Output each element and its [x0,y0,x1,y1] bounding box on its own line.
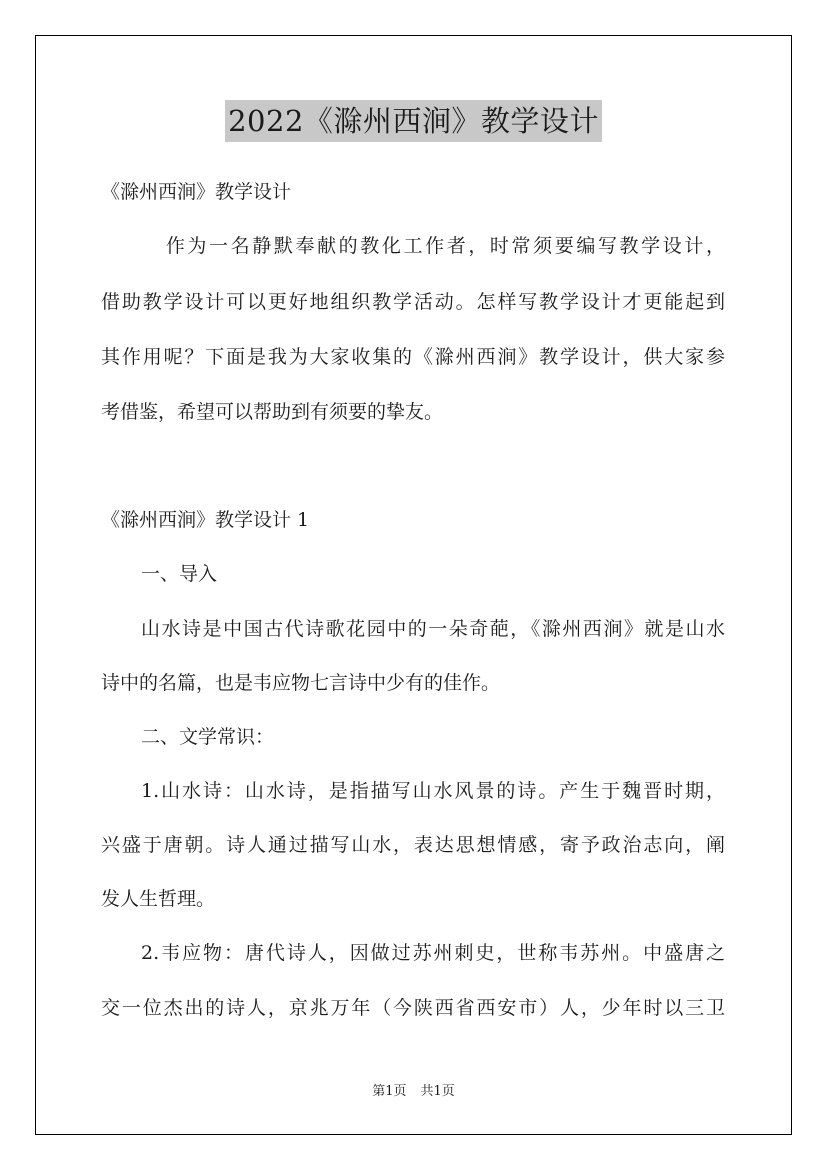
part1-line-1: 山水诗是中国古代诗歌花园中的一朵奇葩，《滁州西涧》就是山水 [141,618,725,640]
page-number-current: 第1页 [372,1084,407,1099]
item2-line-1: 2.韦应物：唐代诗人，因做过苏州刺史，世称韦苏州。中盛唐之 [141,942,725,964]
intro-line-3: 其作用呢？下面是我为大家收集的《滁州西涧》教学设计，供大家参 [101,346,725,368]
item1-line-1: 1.山水诗：山水诗，是指描写山水风景的诗。产生于魏晋时期， [141,780,725,802]
intro-line-4: 考借鉴，希望可以帮助到有须要的挚友。 [101,401,444,423]
section-heading: 《滁州西涧》教学设计 1 [101,509,310,531]
title-container [0,100,827,142]
part1-line-2: 诗中的名篇，也是韦应物七言诗中少有的佳作。 [101,672,501,694]
item1-line-3: 发人生哲理。 [101,888,216,910]
item1-line-2: 兴盛于唐朝。诗人通过描写山水，表达思想情感，寄予政治志向，阐 [101,834,725,856]
part1-heading: 一、导入 [141,563,218,585]
document-subtitle: 《滁州西涧》教学设计 [101,181,292,203]
intro-line-2: 借助教学设计可以更好地组织教学活动。怎样写教学设计才更能起到 [101,291,725,313]
page-footer [0,1083,827,1101]
intro-line-1: 作为一名静默奉献的教化工作者，时常须要编写教学设计， [101,235,725,257]
document-title: 2022《滁州西涧》教学设计 [225,100,602,142]
page-number-total: 共1页 [420,1084,455,1099]
item2-line-2: 交一位杰出的诗人，京兆万年（今陕西省西安市）人，少年时以三卫 [101,997,725,1019]
part2-heading: 二、文学常识： [141,726,275,748]
